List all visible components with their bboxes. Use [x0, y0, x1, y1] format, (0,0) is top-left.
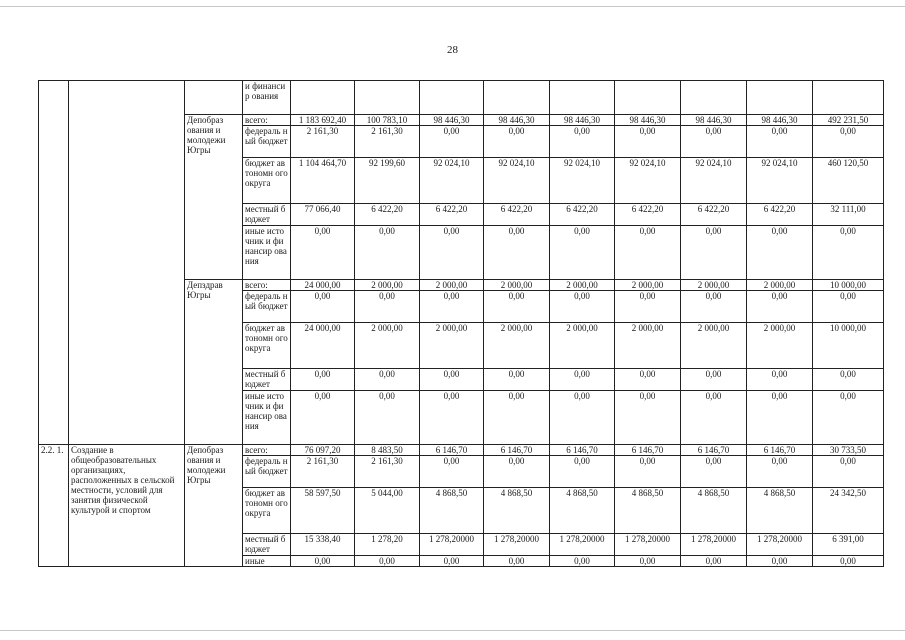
value-cell: 4 868,50	[550, 488, 615, 534]
value-cell: 0,00	[484, 291, 550, 323]
value-cell: 0,00	[420, 556, 484, 567]
value-cell: 0,00	[484, 391, 550, 445]
value-cell: 460 120,50	[813, 158, 884, 204]
value-cell: 32 111,00	[813, 204, 884, 226]
value-cell: 0,00	[681, 456, 747, 488]
value-cell: 0,00	[747, 291, 813, 323]
value-cell: 98 446,30	[681, 115, 747, 126]
value-cell: 0,00	[747, 126, 813, 158]
value-cell: 0,00	[484, 369, 550, 391]
value-cell: 2 000,00	[615, 280, 681, 291]
source-cell: всего:	[243, 280, 291, 291]
value-cell: 0,00	[484, 556, 550, 567]
value-cell: 92 024,10	[420, 158, 484, 204]
value-cell: 0,00	[355, 291, 420, 323]
value-cell: 6 422,20	[681, 204, 747, 226]
value-cell: 0,00	[615, 456, 681, 488]
value-cell: 0,00	[420, 126, 484, 158]
value-cell: 0,00	[747, 391, 813, 445]
value-cell: 0,00	[681, 556, 747, 567]
value-cell: 0,00	[747, 226, 813, 280]
value-cell: 0,00	[484, 126, 550, 158]
value-cell: 0,00	[615, 226, 681, 280]
source-cell: иные	[243, 556, 291, 567]
value-cell: 0,00	[681, 369, 747, 391]
value-cell: 0,00	[355, 391, 420, 445]
value-cell: 2 000,00	[681, 323, 747, 369]
value-cell: 92 024,10	[550, 158, 615, 204]
value-cell: 2 000,00	[615, 323, 681, 369]
source-cell: иные источник и финансир ования	[243, 226, 291, 280]
value-cell: 1 278,20000	[681, 534, 747, 556]
value-cell: 2 000,00	[550, 323, 615, 369]
source-cell: всего:	[243, 445, 291, 456]
value-cell: 0,00	[747, 369, 813, 391]
value-cell: 0,00	[813, 391, 884, 445]
value-cell: 0,00	[550, 126, 615, 158]
value-cell: 0,00	[813, 456, 884, 488]
source-cell: и финансир ования	[243, 81, 291, 115]
value-cell: 6 422,20	[355, 204, 420, 226]
value-cell: 0,00	[420, 226, 484, 280]
value-cell: 0,00	[747, 556, 813, 567]
value-cell: 0,00	[291, 226, 355, 280]
source-cell: иные источник и финансир ования	[243, 391, 291, 445]
value-cell: 2 161,30	[291, 126, 355, 158]
value-cell: 15 338,40	[291, 534, 355, 556]
value-cell: 0,00	[550, 391, 615, 445]
value-cell: 0,00	[615, 556, 681, 567]
value-cell: 0,00	[813, 126, 884, 158]
source-cell: бюджет автономн ого округа	[243, 158, 291, 204]
value-cell: 2 000,00	[550, 280, 615, 291]
source-cell: бюджет автономн ого округа	[243, 323, 291, 369]
value-cell: 6 422,20	[550, 204, 615, 226]
value-cell: 6 391,00	[813, 534, 884, 556]
number-cell	[39, 81, 69, 445]
value-cell: 0,00	[420, 391, 484, 445]
value-cell: 1 278,20000	[747, 534, 813, 556]
value-cell: 24 000,00	[291, 280, 355, 291]
value-cell: 6 422,20	[484, 204, 550, 226]
page-number: 28	[447, 44, 458, 56]
value-cell: 92 024,10	[681, 158, 747, 204]
value-cell: 0,00	[550, 291, 615, 323]
value-cell: 4 868,50	[615, 488, 681, 534]
value-cell: 0,00	[420, 456, 484, 488]
source-cell: федераль ный бюджет	[243, 456, 291, 488]
value-cell: 6 146,70	[420, 445, 484, 456]
value-cell: 0,00	[615, 369, 681, 391]
source-cell: всего:	[243, 115, 291, 126]
org-cell: Депздрав Югры	[185, 280, 243, 445]
value-cell: 1 278,20000	[550, 534, 615, 556]
value-cell: 92 024,10	[615, 158, 681, 204]
value-cell: 0,00	[484, 226, 550, 280]
value-cell: 30 733,50	[813, 445, 884, 456]
value-cell: 1 278,20000	[615, 534, 681, 556]
value-cell: 2 000,00	[747, 280, 813, 291]
funding-table	[38, 80, 884, 567]
value-cell: 58 597,50	[291, 488, 355, 534]
scan-top-edge	[0, 6, 905, 7]
value-cell: 0,00	[615, 291, 681, 323]
value-cell: 92 024,10	[484, 158, 550, 204]
value-cell: 0,00	[681, 126, 747, 158]
value-cell: 2 000,00	[355, 280, 420, 291]
source-cell: федераль ный бюджет	[243, 126, 291, 158]
value-cell: 1 278,20000	[484, 534, 550, 556]
value-cell: 2 161,30	[355, 126, 420, 158]
value-cell: 6 146,70	[550, 445, 615, 456]
value-cell: 6 422,20	[615, 204, 681, 226]
value-cell: 0,00	[550, 456, 615, 488]
source-cell: федераль ный бюджет	[243, 291, 291, 323]
value-cell: 98 446,30	[747, 115, 813, 126]
value-cell: 8 483,50	[355, 445, 420, 456]
value-cell: 98 446,30	[615, 115, 681, 126]
value-cell: 2 161,30	[355, 456, 420, 488]
value-cell: 0,00	[615, 126, 681, 158]
value-cell: 92 199,60	[355, 158, 420, 204]
value-cell: 1 183 692,40	[291, 115, 355, 126]
value-cell: 98 446,30	[420, 115, 484, 126]
value-cell: 0,00	[355, 226, 420, 280]
value-cell: 0,00	[355, 556, 420, 567]
org-cell: Депобраз ования и молодежи Югры	[185, 445, 243, 567]
value-cell: 0,00	[291, 391, 355, 445]
value-cell: 0,00	[550, 226, 615, 280]
value-cell: 492 231,50	[813, 115, 884, 126]
value-cell: 2 000,00	[355, 323, 420, 369]
value-cell: 98 446,30	[550, 115, 615, 126]
value-cell: 0,00	[420, 369, 484, 391]
value-cell: 2 000,00	[681, 280, 747, 291]
value-cell: 10 000,00	[813, 280, 884, 291]
value-cell: 0,00	[420, 291, 484, 323]
value-cell: 24 000,00	[291, 323, 355, 369]
value-cell: 92 024,10	[747, 158, 813, 204]
value-cell: 0,00	[813, 556, 884, 567]
value-cell: 0,00	[813, 226, 884, 280]
value-cell: 1 278,20000	[420, 534, 484, 556]
value-cell: 0,00	[484, 456, 550, 488]
value-cell: 0,00	[291, 291, 355, 323]
source-cell: бюджет автономн ого округа	[243, 488, 291, 534]
value-cell: 5 044,00	[355, 488, 420, 534]
source-cell: местный бюджет	[243, 369, 291, 391]
value-cell: 2 000,00	[484, 323, 550, 369]
item-number-cell: 2.2. 1.	[39, 445, 69, 567]
item-name-cell: Создание в общеобразовательных организациях, расположенных в сельской местности, условий для занятия физической культурой и спортом	[69, 445, 185, 567]
table-body	[39, 81, 884, 567]
value-cell: 0,00	[681, 291, 747, 323]
value-cell: 6 146,70	[615, 445, 681, 456]
source-cell: местный бюджет	[243, 534, 291, 556]
value-cell: 6 146,70	[681, 445, 747, 456]
value-cell: 6 422,20	[747, 204, 813, 226]
source-cell: местный бюджет	[243, 204, 291, 226]
value-cell: 2 000,00	[484, 280, 550, 291]
value-cell: 0,00	[550, 369, 615, 391]
value-cell: 98 446,30	[484, 115, 550, 126]
value-cell: 1 278,20	[355, 534, 420, 556]
value-cell: 4 868,50	[420, 488, 484, 534]
value-cell: 4 868,50	[681, 488, 747, 534]
org-cell: Депобраз ования и молодежи Югры	[185, 115, 243, 280]
value-cell: 0,00	[291, 556, 355, 567]
value-cell: 6 146,70	[484, 445, 550, 456]
value-cell: 6 146,70	[747, 445, 813, 456]
value-cell: 2 000,00	[420, 280, 484, 291]
value-cell: 0,00	[681, 226, 747, 280]
value-cell: 77 066,40	[291, 204, 355, 226]
value-cell: 0,00	[550, 556, 615, 567]
value-cell: 0,00	[681, 391, 747, 445]
value-cell: 24 342,50	[813, 488, 884, 534]
value-cell: 4 868,50	[484, 488, 550, 534]
value-cell: 2 000,00	[420, 323, 484, 369]
value-cell: 0,00	[747, 456, 813, 488]
value-cell: 2 000,00	[747, 323, 813, 369]
value-cell: 1 104 464,70	[291, 158, 355, 204]
value-cell: 0,00	[355, 369, 420, 391]
value-cell: 0,00	[291, 369, 355, 391]
table-row	[39, 445, 884, 456]
value-cell: 76 097,20	[291, 445, 355, 456]
value-cell: 0,00	[813, 369, 884, 391]
value-cell: 4 868,50	[747, 488, 813, 534]
value-cell: 2 161,30	[291, 456, 355, 488]
org-cell	[185, 81, 243, 115]
value-cell: 6 422,20	[420, 204, 484, 226]
value-cell: 10 000,00	[813, 323, 884, 369]
table-row	[39, 81, 884, 115]
name-cell	[69, 81, 185, 445]
value-cell: 0,00	[615, 391, 681, 445]
value-cell: 0,00	[813, 291, 884, 323]
scan-bottom-edge	[0, 630, 905, 631]
value-cell: 100 783,10	[355, 115, 420, 126]
